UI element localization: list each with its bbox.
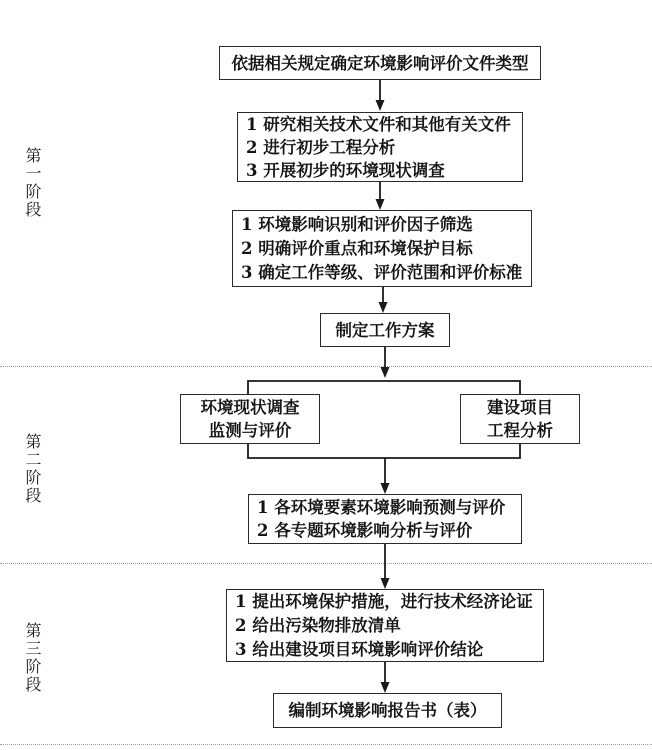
flow-box-text: 3 给出建设项目环境影响评价结论 [235,639,484,659]
arrowhead-b-c [376,199,385,210]
flow-box-determine-doc-type [219,46,541,80]
flow-box-text: 2 进行初步工程分析 [246,137,396,157]
arrowhead-e-f [381,578,390,589]
flow-box-impact-prediction [248,494,522,544]
flow-box-work-plan [320,313,450,347]
flow-box-project-analysis [460,394,580,444]
flow-box-protection-measures [226,589,544,662]
arrowhead-c-d [379,302,388,313]
flow-box-text: 2 各专题环境影响分析与评价 [257,521,473,540]
stage-label-phase-1: 第一阶段 [23,147,42,219]
stage-label-phase-2: 第二阶段 [23,433,42,505]
flow-box-text: 2 明确评价重点和环境保护目标 [241,238,473,258]
flow-box-status-survey [180,394,320,444]
flow-box-text: 1 研究相关技术文件和其他有关文件 [246,114,511,134]
flow-box-text: 1 各环境要素环境影响预测与评价 [257,498,506,517]
arrowhead-a-b [376,100,385,111]
flow-box-preliminary-work [237,112,523,182]
flow-box-text: 2 给出污染物排放清单 [235,615,401,635]
flow-box-text: 监测与评价 [208,421,292,440]
flow-box-text: 3 确定工作等级、评价范围和评价标准 [241,262,523,282]
flow-box-text: 编制环境影响报告书（表） [288,701,487,720]
flow-box-text: 依据相关规定确定环境影响评价文件类型 [231,53,529,73]
junction-bottom-rail [248,443,520,458]
flow-box-text: 建设项目 [487,398,553,417]
flow-box-text: 环境现状调查 [200,398,300,417]
flow-box-text: 1 提出环境保护措施，进行技术经济论证 [235,591,533,611]
arrowhead-junction-e [381,483,390,494]
junction-top-rail [248,381,520,394]
flow-box-text: 3 开展初步的环境现状调查 [246,160,445,180]
stage-label-phase-3: 第三阶段 [23,622,42,694]
flow-box-text: 工程分析 [487,421,553,440]
flow-box-impact-identification [232,210,532,287]
arrowhead-d-junction [381,367,390,378]
flow-box-report-compilation [273,693,502,728]
flow-box-text: 制定工作方案 [335,320,435,340]
arrowhead-f-g [381,682,390,693]
flow-box-text: 1 环境影响识别和评价因子筛选 [241,214,473,234]
